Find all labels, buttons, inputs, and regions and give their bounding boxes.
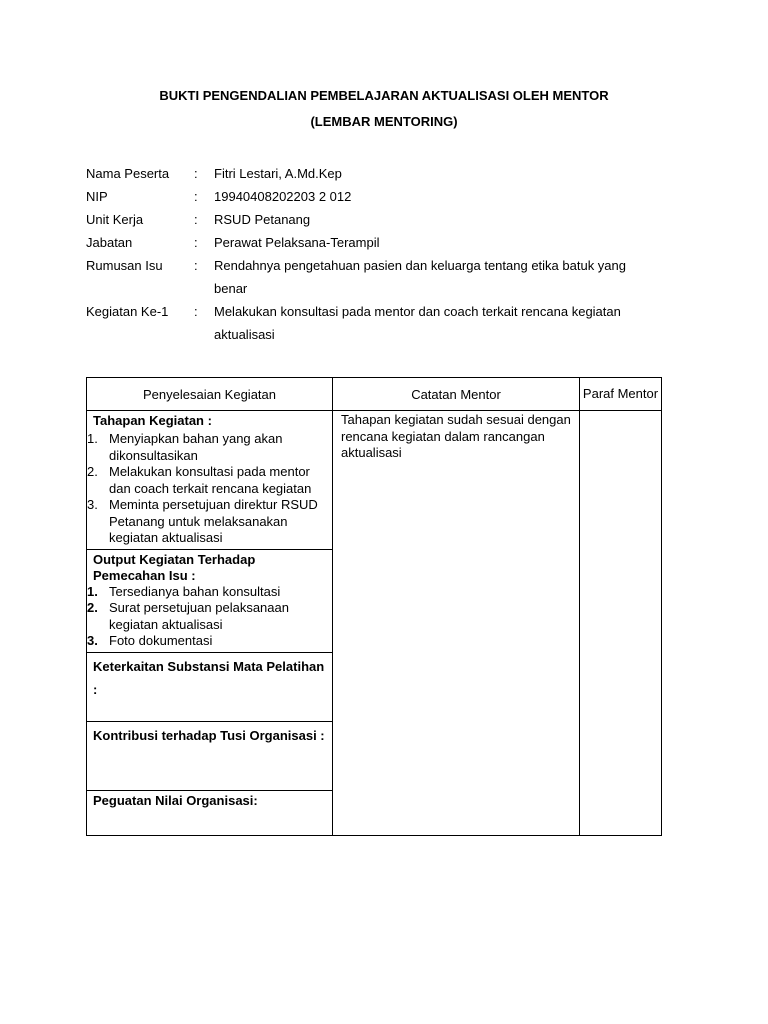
list-item: 1. Menyiapkan bahan yang akan dikonsultasikan	[87, 431, 283, 463]
list-item: 3. Meminta persetujuan direktur RSUD Petanang untuk melaksanakan kegiatan aktualisasi	[87, 497, 318, 545]
catatan-mentor-cell	[333, 411, 580, 836]
info-label: Unit Kerja	[86, 212, 144, 227]
header-penyelesaian: Penyelesaian Kegiatan	[87, 378, 333, 411]
document-title: BUKTI PENGENDALIAN PEMBELAJARAN AKTUALISASI OLEH MENTOR	[159, 88, 609, 103]
list-item: 2. Surat persetujuan pelaksanaan kegiatan aktualisasi	[87, 600, 289, 632]
info-value: Fitri Lestari, A.Md.Kep	[214, 166, 342, 181]
list-item: 3. Foto dokumentasi	[87, 633, 213, 648]
list-item: 1. Tersedianya bahan konsultasi	[87, 583, 281, 599]
header-catatan-mentor: Catatan Mentor	[333, 378, 580, 411]
table-header-row	[87, 378, 662, 411]
info-colon: :	[194, 166, 198, 181]
catatan-mentor-text: Tahapan kegiatan sudah sesuai dengan rencana kegiatan dalam rancangan aktualisasi	[341, 412, 571, 460]
header-paraf-mentor: Paraf Mentor	[580, 378, 662, 411]
tahapan-cell	[87, 411, 333, 550]
info-value: Perawat Pelaksana-Terampil	[214, 235, 380, 250]
kontribusi-cell	[87, 721, 333, 790]
table-row	[87, 411, 662, 550]
info-value: Melakukan konsultasi pada mentor dan coach terkait rencana kegiatan aktualisasi	[214, 304, 621, 342]
info-value: 19940408202203 2 012	[214, 189, 352, 204]
output-title: Output Kegiatan Terhadap Pemecahan Isu :	[93, 551, 256, 583]
info-colon: :	[194, 304, 198, 319]
info-label: Rumusan Isu	[86, 258, 163, 273]
keterkaitan-title: Keterkaitan Substansi Mata Pelatihan :	[93, 658, 325, 697]
document-subtitle: (LEMBAR MENTORING)	[310, 114, 458, 129]
info-label: Kegiatan Ke-1	[86, 304, 169, 319]
tahapan-title: Tahapan Kegiatan :	[93, 413, 212, 428]
list-item: 2. Melakukan konsultasi pada mentor dan coach terkait rencana kegiatan	[87, 464, 312, 496]
info-value: Rendahnya pengetahuan pasien dan keluarga tentang etika batuk yang benar	[214, 258, 626, 296]
info-colon: :	[194, 189, 198, 204]
info-colon: :	[194, 235, 198, 250]
penguatan-title: Peguatan Nilai Organisasi:	[93, 792, 258, 808]
keterkaitan-cell	[87, 652, 333, 721]
info-label: Jabatan	[86, 235, 133, 250]
mentoring-table	[86, 377, 662, 836]
output-list	[87, 583, 326, 650]
info-value: RSUD Petanang	[214, 212, 311, 227]
tahapan-list	[87, 431, 326, 547]
paraf-mentor-cell	[580, 411, 662, 836]
info-label: NIP	[86, 189, 108, 204]
penguatan-cell	[87, 790, 333, 835]
info-label: Nama Peserta	[86, 166, 170, 181]
output-cell	[87, 549, 333, 652]
info-colon: :	[194, 258, 198, 273]
kontribusi-title: Kontribusi terhadap Tusi Organisasi :	[93, 727, 325, 743]
info-colon: :	[194, 212, 198, 227]
